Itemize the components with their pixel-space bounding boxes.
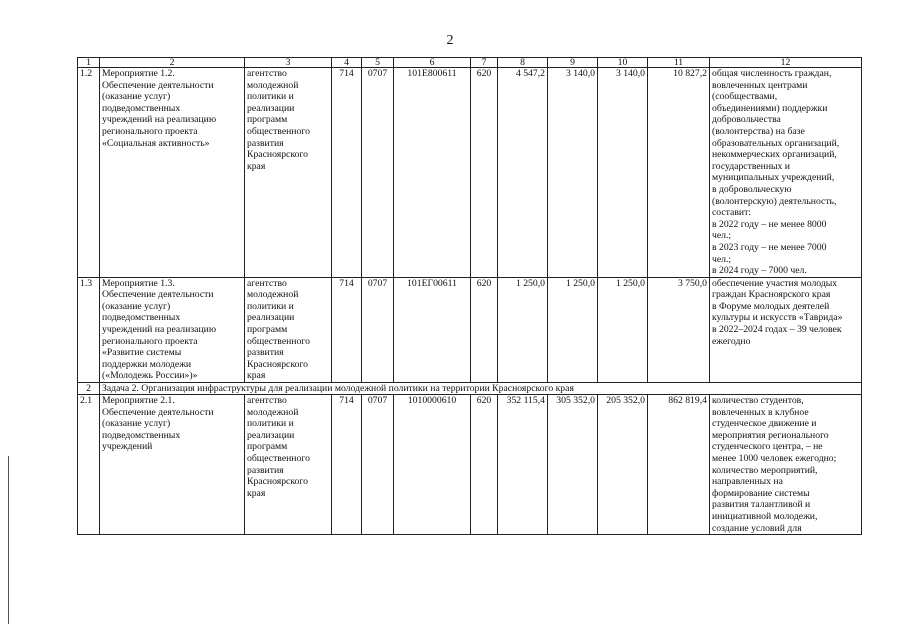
grbs-code: 714 (332, 68, 362, 278)
column-number: 2 (100, 58, 245, 68)
activity-name: Мероприятие 1.3. Обеспечение деятельности (оказание услуг) подведомственных учреждений на реализацию регионального проекта «Развитие системы поддержки молодежи («Молодежь России»)» (100, 277, 245, 382)
csr-code: 101Е800611 (394, 68, 471, 278)
table-row (78, 395, 862, 535)
csr-code: 1010000610 (394, 395, 471, 535)
vr-code: 620 (471, 277, 498, 382)
row-number: 1.3 (78, 277, 100, 382)
row-number: 1.2 (78, 68, 100, 278)
task-number: 2 (78, 383, 100, 395)
column-number: 1 (78, 58, 100, 68)
grbs-code: 714 (332, 277, 362, 382)
expected-result: общая численность граждан, вовлеченных центрами (сообществами, объединениями) поддержки добровольчества (волонтерства) на базе образовательных организаций, некоммерческих организаций, государственных и муниципальных учреждений, в добровольческую (волонтерскую) деятельность, составит: в 2022 году – не менее 8000 чел.; в 2023 году – не менее 7000 чел.; в 2024 году – 7000 чел. (710, 68, 862, 278)
column-number: 5 (362, 58, 394, 68)
amount-2023: 305 352,0 (548, 395, 598, 535)
amount-2022: 4 547,2 (498, 68, 548, 278)
amount-2024: 3 140,0 (598, 68, 648, 278)
column-number: 9 (548, 58, 598, 68)
csr-code: 101ЕГ00611 (394, 277, 471, 382)
column-number: 3 (245, 58, 332, 68)
amount-2024: 1 250,0 (598, 277, 648, 382)
row-number: 2.1 (78, 395, 100, 535)
column-numbers-row (78, 58, 862, 68)
amount-total: 3 750,0 (648, 277, 710, 382)
rzpr-code: 0707 (362, 68, 394, 278)
amount-2024: 205 352,0 (598, 395, 648, 535)
amount-2023: 1 250,0 (548, 277, 598, 382)
activity-name: Мероприятие 2.1. Обеспечение деятельности (оказание услуг) подведомственных учреждений (100, 395, 245, 535)
column-number: 4 (332, 58, 362, 68)
executor: агентство молодежной политики и реализации программ общественного развития Красноярского края (245, 277, 332, 382)
task-title: Задача 2. Организация инфраструктуры для реализации молодежной политики на территории Красноярского края (100, 383, 862, 395)
task-row (78, 383, 862, 395)
grbs-code: 714 (332, 395, 362, 535)
executor: агентство молодежной политики и реализации программ общественного развития Красноярского края (245, 68, 332, 278)
rzpr-code: 0707 (362, 277, 394, 382)
vr-code: 620 (471, 395, 498, 535)
scan-binding-line (8, 456, 9, 624)
page-number: 2 (446, 33, 454, 48)
program-activities-table (77, 57, 862, 535)
activity-name: Мероприятие 1.2. Обеспечение деятельности (оказание услуг) подведомственных учреждений на реализацию регионального проекта «Социальная активность» (100, 68, 245, 278)
column-number: 11 (648, 58, 710, 68)
executor: агентство молодежной политики и реализации программ общественного развития Красноярского края (245, 395, 332, 535)
amount-2022: 352 115,4 (498, 395, 548, 535)
column-number: 10 (598, 58, 648, 68)
vr-code: 620 (471, 68, 498, 278)
table-row (78, 277, 862, 382)
amount-2022: 1 250,0 (498, 277, 548, 382)
amount-total: 10 827,2 (648, 68, 710, 278)
rzpr-code: 0707 (362, 395, 394, 535)
expected-result: обеспечение участия молодых граждан Красноярского края в Форуме молодых деятелей культуры и искусств «Таврида» в 2022–2024 годах – 39 человек ежегодно (710, 277, 862, 382)
amount-total: 862 819,4 (648, 395, 710, 535)
column-number: 6 (394, 58, 471, 68)
column-number: 8 (498, 58, 548, 68)
column-number: 7 (471, 58, 498, 68)
column-number: 12 (710, 58, 862, 68)
table-row (78, 68, 862, 278)
expected-result: количество студентов, вовлеченных в клубное студенческое движение и мероприятия регионального студенческого центра, – не менее 1000 человек ежегодно; количество мероприятий, направленных на формирование системы развития талантливой и инициативной молодежи, создание условий для (710, 395, 862, 535)
amount-2023: 3 140,0 (548, 68, 598, 278)
